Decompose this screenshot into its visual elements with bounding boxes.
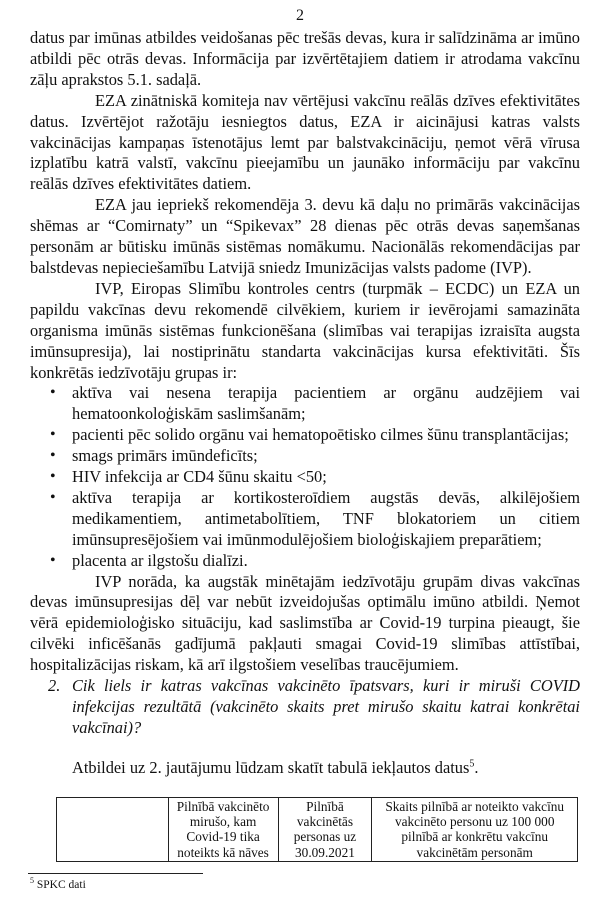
page-number: 2	[296, 7, 304, 24]
list-item: • placenta ar ilgstošu dialīzi.	[30, 551, 580, 572]
list-item: • aktīva terapija ar kortikosteroīdiem augstās devās, alkilējošiem medikamentiem, antimetabolītiem, TNF blokatoriem un citiem imūnsupresējošiem vai imūnmodulējošiem bioloģiskajiem preparātiem;	[30, 488, 580, 551]
list-item: • aktīva vai nesena terapija pacientiem ar orgānu audzējiem vai hematoonkoloģiskām saslimšanām;	[30, 383, 580, 425]
paragraph-continuation: datus par imūnas atbildes veidošanas pēc trešās devas, kura ir salīdzināma ar imūno atbildi pēc otrās devas. Informācija par izvērtētajiem datiem ir atrodama vakcīnu zāļu aprakstos 5.1. sadaļā.	[30, 28, 580, 89]
table-header-vaccinated: Pilnībā vakcinētās personas uz 30.09.2021	[278, 798, 372, 862]
answer-body: Atbildei uz 2. jautājumu lūdzam skatīt tabulā iekļautos datus	[72, 758, 470, 777]
footnote	[30, 878, 86, 892]
footnote-number: 5	[30, 876, 34, 886]
body-text	[30, 28, 580, 676]
risk-group-list	[30, 383, 580, 571]
vaccine-deaths-table	[56, 797, 578, 862]
table-header-rate: Skaits pilnībā ar noteikto vakcīnu vakcinēto personu uz 100 000 pilnībā ar konkrētu vakcīnu vakcinētām personām	[372, 798, 578, 862]
paragraph-eza-third-dose: EZA jau iepriekš rekomendēja 3. devu kā daļu no primārās vakcinācijas shēmas ar “Comirnaty” un “Spikevax” 28 dienas pēc otrās devas saņemšanas personām ar būtisku imūnās sistēmas nomākumu. Nacionālās rekomendācijas par balstdevas nepieciešamību Latvijā sniedz Imunizācijas valsts padome (IVP).	[30, 195, 580, 277]
footnote-divider	[28, 873, 203, 874]
table-header-row	[57, 798, 578, 862]
table-header-vaccine	[57, 798, 169, 862]
answer-end: .	[474, 758, 479, 777]
paragraph-ivp-ecdc: IVP, Eiropas Slimību kontroles centrs (turpmāk – ECDC) un EZA un papildu vakcīnas devu rekomendē cilvēkiem, kuriem ir ievērojami samazināta organisma imūnās sistēmas funkcionēšana (slimības vai terapijas izraisīta augsta imūnsupresija), lai nostiprinātu standarta vakcinācijas kursa efektivitāti. Šīs konkrētās iedzīvotāju grupas ir:	[30, 278, 580, 382]
table-header-deaths: Pilnībā vakcinēto mirušo, kam Covid-19 tika noteikts kā nāves	[168, 798, 278, 862]
paragraph-eza-committee: EZA zinātniskā komiteja nav vērtējusi vakcīnu reālās dzīves efektivitātes datus. Izvērtējot ražotāju iesniegtos datus, EZA ir aicinājusi katras valsts vakcinācijas kampaņas īstenotājus lemt par balstvakcināciju, ņemot vērā vīrusa izplatību katrā valstī, vakcīnu pieejamību un jaunāko informāciju par vakcīnu reālās dzīves efektivitātes datiem.	[30, 90, 580, 194]
list-item: • pacienti pēc solido orgānu vai hematopoētisko cilmes šūnu transplantācijas;	[30, 425, 580, 446]
list-item: • HIV infekcija ar CD4 šūnu skaitu <50;	[30, 467, 580, 488]
question-text: Cik liels ir katras vakcīnas vakcinēto īpatsvars, kuri ir miruši COVID infekcijas rezultātā (vakcinēto skaits pret mirušo skaitu katrai konkrētai vakcīnai)?	[72, 676, 580, 737]
question-2	[48, 676, 580, 739]
list-item: • smags primārs imūndeficīts;	[30, 446, 580, 467]
answer-text	[72, 758, 582, 779]
question-number: 2.	[48, 676, 61, 695]
footnote-reference[interactable]: 5	[469, 758, 475, 770]
paragraph-ivp-note: IVP norāda, ka augstāk minētajām iedzīvotāju grupām divas vakcīnas devas imūnsupresijas dēļ var nebūt izveidojušas optimālu imūno atbildi. Ņemot vērā epidemioloģisko situāciju, kad saslimstība ar Covid-19 turpina pieaugt, šie cilvēki inficēšanās gadījumā pakļauti smagai Covid-19 slimības attīstībai, hospitalizācijas riskam, kā arī ilgstošiem veselības traucējumiem.	[30, 571, 580, 675]
footnote-text: SPKC dati	[36, 879, 86, 891]
